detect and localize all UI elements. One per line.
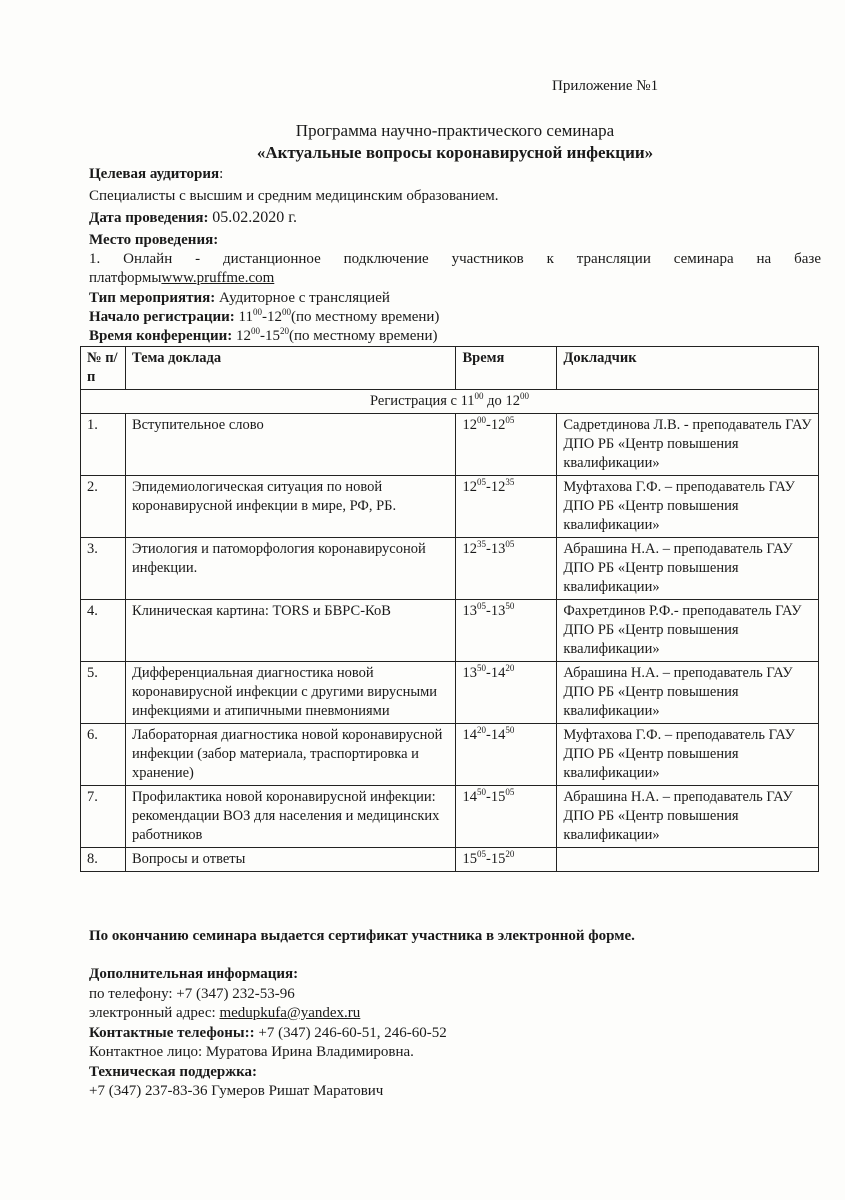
row-speaker: Абрашина Н.А. – преподаватель ГАУ ДПО РБ «Центр повышения квалификации» [557, 662, 819, 724]
row-speaker: Абрашина Н.А. – преподаватель ГАУ ДПО РБ «Центр повышения квалификации» [557, 786, 819, 848]
additional-info-label: Дополнительная информация: [89, 966, 299, 982]
platform-link[interactable]: www.pruffme.com [161, 270, 275, 286]
local-time-note-2: (по местному времени) [289, 328, 438, 344]
tech-support-value: +7 (347) 237-83-36 Гумеров Ришат Маратович [89, 1083, 384, 1099]
table-row [81, 724, 819, 786]
conference-time-line [89, 327, 821, 346]
phone-line: по телефону: +7 (347) 232-53-96 [89, 985, 295, 1002]
audience-value: Специалисты с высшим и средним медицинским образованием. [89, 188, 499, 204]
table-row [81, 600, 819, 662]
header-time: Время [456, 347, 557, 390]
row-num: 8. [81, 848, 126, 872]
row-speaker: Абрашина Н.А. – преподаватель ГАУ ДПО РБ «Центр повышения квалификации» [557, 538, 819, 600]
row-time: $13^{50}-14^{20}$ [456, 662, 557, 724]
row-topic: Вступительное слово [125, 414, 456, 476]
row-num: 7. [81, 786, 126, 848]
event-type-value: Аудиторное с трансляцией [219, 290, 390, 306]
registration-start-line [89, 308, 821, 327]
event-type-line [89, 289, 821, 308]
venue-text: 1. Онлайн - дистанционное подключение участников к трансляции семинара на базе [89, 251, 821, 267]
certificate-note: По окончанию семинара выдается сертификат участника в электронной форме. [89, 928, 635, 944]
table-header-row [81, 347, 819, 390]
header-speaker: Докладчик [557, 347, 819, 390]
row-speaker: Фахретдинов Р.Ф.- преподаватель ГАУ ДПО РБ «Центр повышения квалификации» [557, 600, 819, 662]
contact-phones-value: +7 (347) 246-60-51, 246-60-52 [254, 1024, 447, 1041]
date-line [89, 208, 821, 228]
table-row [81, 786, 819, 848]
registration-row [81, 390, 819, 414]
email-line: электронный адрес: medupkufa@yandex.ru [89, 1005, 361, 1021]
row-topic: Дифференциальная диагностика новой коронавирусной инфекции с другими вирусными инфекциями и атипичными пневмониями [125, 662, 456, 724]
email-link[interactable]: medupkufa@yandex.ru [219, 1005, 361, 1021]
local-time-note: (по местному времени) [290, 309, 440, 325]
audience-label-line: Целевая аудитория: [89, 166, 224, 182]
row-time: $12^{00}-12^{05}$ [456, 414, 557, 476]
table-row [81, 662, 819, 724]
contact-phones-line [89, 1024, 789, 1044]
header-num: № п/п [81, 347, 126, 390]
row-num: 5. [81, 662, 126, 724]
row-time: $12^{35}-13^{05}$ [456, 538, 557, 600]
row-topic: Эпидемиологическая ситуация по новой коронавирусной инфекции в мире, РФ, РБ. [125, 476, 456, 538]
row-topic: Профилактика новой коронавирусной инфекции: рекомендации ВОЗ для населения и медицинских работников [125, 786, 456, 848]
contacts-block [89, 965, 789, 1102]
contact-person: Контактное лицо: Муратова Ирина Владимировна. [89, 1044, 414, 1060]
registration-start-time: $11^{00}-12^{00}$ [238, 307, 291, 325]
program-table [80, 346, 819, 872]
registration-cell: Регистрация с $11^{00}$ до $12^{00}$ [81, 390, 819, 414]
registration-start-label: Начало регистрации: [89, 309, 235, 325]
date-value: 05.02.2020 г. [212, 209, 298, 226]
date-label: Дата проведения: [89, 210, 209, 226]
conference-time-label: Время конференции: [89, 328, 233, 344]
table-row [81, 538, 819, 600]
venue-line2 [89, 269, 821, 288]
row-num: 2. [81, 476, 126, 538]
audience-label: Целевая аудитория [89, 166, 220, 182]
row-topic: Вопросы и ответы [125, 848, 456, 872]
seminar-title: «Актуальные вопросы коронавирусной инфекции» [256, 143, 654, 162]
row-time: $15^{05}-15^{20}$ [456, 848, 557, 872]
table-row [81, 848, 819, 872]
header-topic: Тема доклада [125, 347, 456, 390]
program-title: Программа научно-практического семинара [295, 121, 615, 140]
row-num: 6. [81, 724, 126, 786]
conference-time: $12^{00}-15^{20}$ [236, 326, 290, 344]
tech-support-label: Техническая поддержка: [89, 1063, 257, 1080]
row-time: $14^{50}-15^{05}$ [456, 786, 557, 848]
table-row [81, 414, 819, 476]
row-speaker: Садретдинова Л.В. - преподаватель ГАУ ДПО РБ «Центр повышения квалификации» [557, 414, 819, 476]
row-speaker [557, 848, 819, 872]
venue-platform-text: платформы [89, 270, 162, 286]
row-speaker: Муфтахова Г.Ф. – преподаватель ГАУ ДПО РБ «Центр повышения квалификации» [557, 724, 819, 786]
row-time: $13^{05}-13^{50}$ [456, 600, 557, 662]
row-num: 1. [81, 414, 126, 476]
row-num: 3. [81, 538, 126, 600]
appendix-label: Приложение №1 [552, 78, 659, 94]
venue-label: Место проведения: [89, 232, 219, 248]
contact-phones-label: Контактные телефоны:: [89, 1024, 255, 1041]
row-topic: Этиология и патоморфология коронавирусоной инфекции. [125, 538, 456, 600]
row-speaker: Муфтахова Г.Ф. – преподаватель ГАУ ДПО РБ «Центр повышения квалификации» [557, 476, 819, 538]
row-topic: Лабораторная диагностика новой коронавирусной инфекции (забор материала, траспортировка и хранение) [125, 724, 456, 786]
row-topic: Клиническая картина: TORS и БВРС-КоВ [125, 600, 456, 662]
table-row [81, 476, 819, 538]
event-type-label: Тип мероприятия: [89, 290, 216, 306]
row-time: $12^{05}-12^{35}$ [456, 476, 557, 538]
row-num: 4. [81, 600, 126, 662]
row-time: $14^{20}-14^{50}$ [456, 724, 557, 786]
